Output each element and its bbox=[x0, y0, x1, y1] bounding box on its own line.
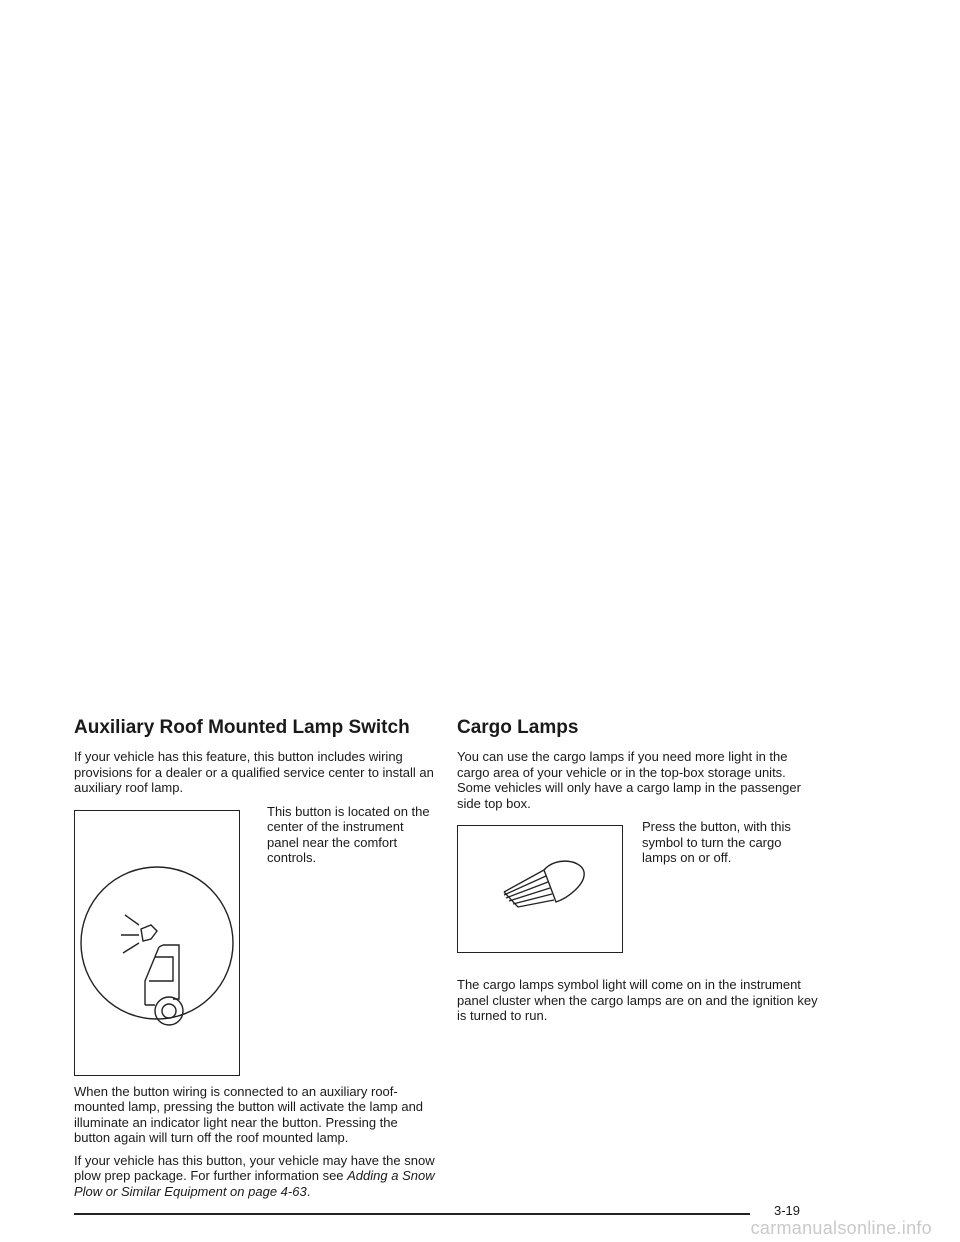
cargo-lamp-figure-caption: Press the button, with this symbol to turn the cargo lamps on or off. bbox=[642, 819, 791, 865]
auxiliary-roof-lamp-section bbox=[74, 716, 436, 1206]
cargo-lamp-figure bbox=[457, 819, 819, 967]
snow-plow-reference-link[interactable]: Adding a Snow Plow or Similar Equipment on page 4-63 bbox=[74, 1168, 435, 1199]
watermark: carmanualsonline.info bbox=[750, 1218, 932, 1238]
page-number: 3-19 bbox=[774, 1203, 801, 1218]
roof-lamp-figure-caption: This button is located on the center of the instrument panel near the comfort controls. bbox=[267, 803, 430, 865]
cargo-intro-paragraph: You can use the cargo lamps if you need more light in the cargo area of your vehicle or in the top-box storage units. Some vehicles will only have a cargo lamp in the passenger side top box. bbox=[457, 749, 801, 811]
cargo-lamp-icon bbox=[458, 826, 622, 952]
auxiliary-intro-paragraph: If your vehicle has this feature, this button includes wiring provisions for a dealer or a qualified service center to install an auxiliary roof lamp. bbox=[74, 749, 434, 795]
roof-lamp-image-frame bbox=[74, 810, 240, 1076]
auxiliary-paragraph-2: When the button wiring is connected to an auxiliary roof-mounted lamp, pressing the button will activate the lamp and illuminate an indicator light near the button. Pressing the button again will turn off the roof mounted lamp. bbox=[74, 1083, 424, 1145]
cargo-paragraph-2: The cargo lamps symbol light will come on in the instrument panel cluster when the cargo lamps are on and the ignition key is turned to run. bbox=[457, 977, 818, 1023]
auxiliary-paragraph-3-end: . bbox=[306, 1183, 311, 1199]
roof-lamp-switch-icon bbox=[75, 811, 239, 1075]
footer-rule bbox=[74, 1213, 750, 1215]
auxiliary-paragraph-3 bbox=[74, 1153, 436, 1200]
auxiliary-paragraph-3-text: If your vehicle has this button, your vehicle may have the snow plow prep package. For further information see bbox=[74, 1152, 435, 1183]
roof-lamp-figure bbox=[74, 804, 436, 1074]
cargo-lamp-image-frame bbox=[457, 825, 623, 953]
section-heading-auxiliary-roof-lamp: Auxiliary Roof Mounted Lamp Switch bbox=[74, 717, 410, 738]
section-heading-cargo-lamps: Cargo Lamps bbox=[457, 717, 579, 738]
cargo-lamps-section bbox=[457, 716, 819, 1031]
